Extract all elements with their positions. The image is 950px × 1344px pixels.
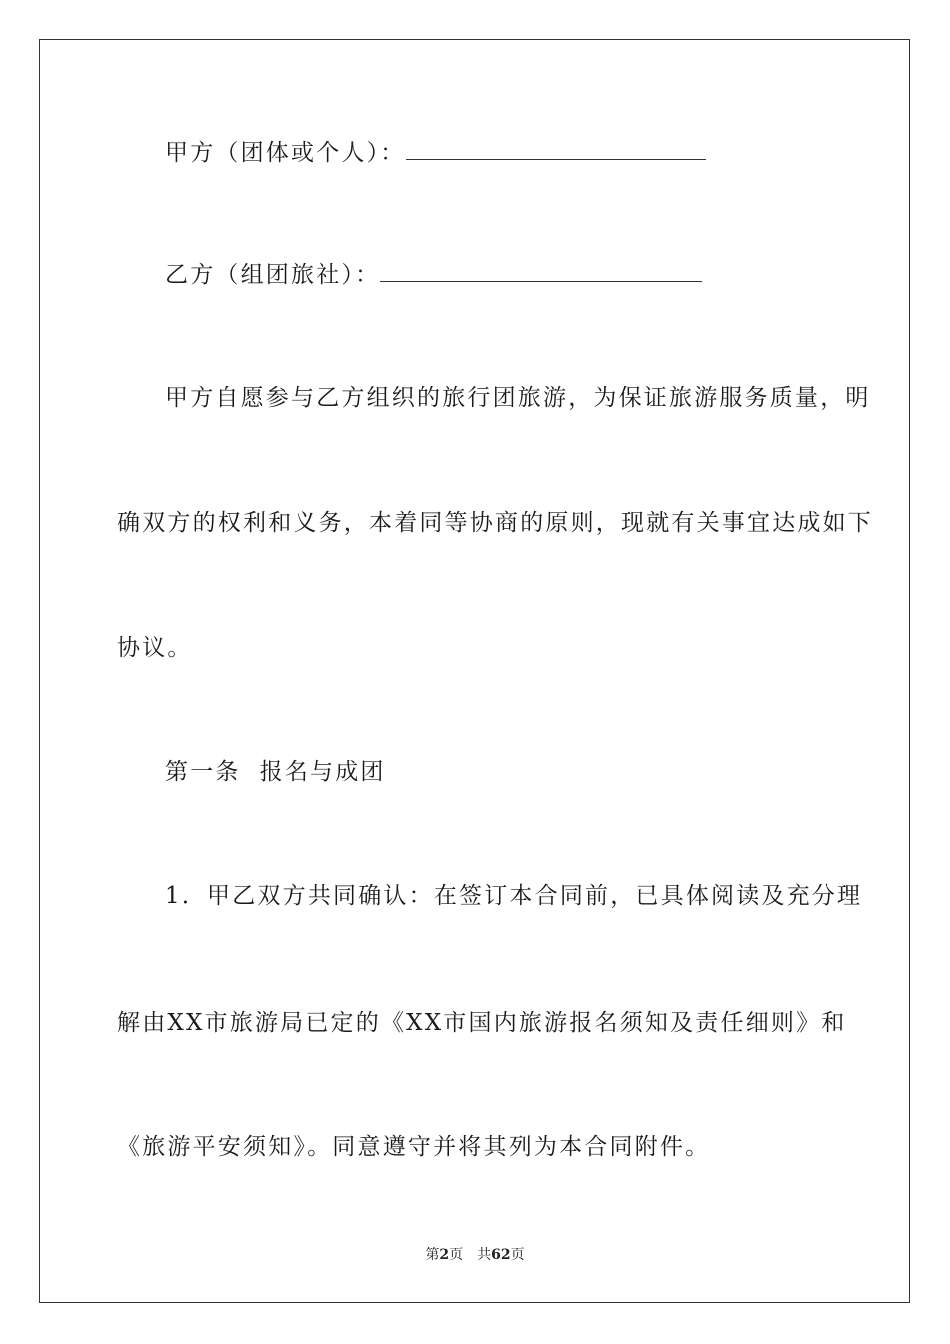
party-b-blank-field [380,263,702,282]
party-b-line [165,260,702,290]
party-a-line [165,138,706,168]
intro-line-1: 甲方自愿参与乙方组织的旅行团旅游，为保证旅游服务质量，明 [165,385,871,411]
clause-1-line-1: 1．甲乙双方共同确认：在签订本合同前，已具体阅读及充分理 [165,883,863,909]
party-a-label: 甲方（团体或个人）： [165,140,406,166]
article-1-title: 第一条 报名与成团 [165,759,386,785]
page-suffix: 页 [449,1247,464,1263]
page-footer [0,1246,950,1264]
page-current: 2 [439,1247,450,1263]
party-a-blank-field [406,141,706,160]
total-suffix: 页 [510,1247,525,1263]
clause-1-line-2: 解由XX市旅游局已定的《XX市国内旅游报名须知及责任细则》和 [117,1010,847,1036]
total-prefix: 共 [477,1247,492,1263]
party-b-label: 乙方（组团旅社）： [165,262,381,288]
intro-line-3: 协议。 [117,635,193,661]
page-prefix: 第 [425,1247,440,1263]
page-frame [39,39,910,1303]
clause-1-line-3: 《旅游平安须知》。同意遵守并将其列为本合同附件。 [117,1134,711,1160]
page-total: 62 [491,1247,511,1263]
intro-line-2: 确双方的权利和义务，本着同等协商的原则，现就有关事宜达成如下 [117,510,873,536]
